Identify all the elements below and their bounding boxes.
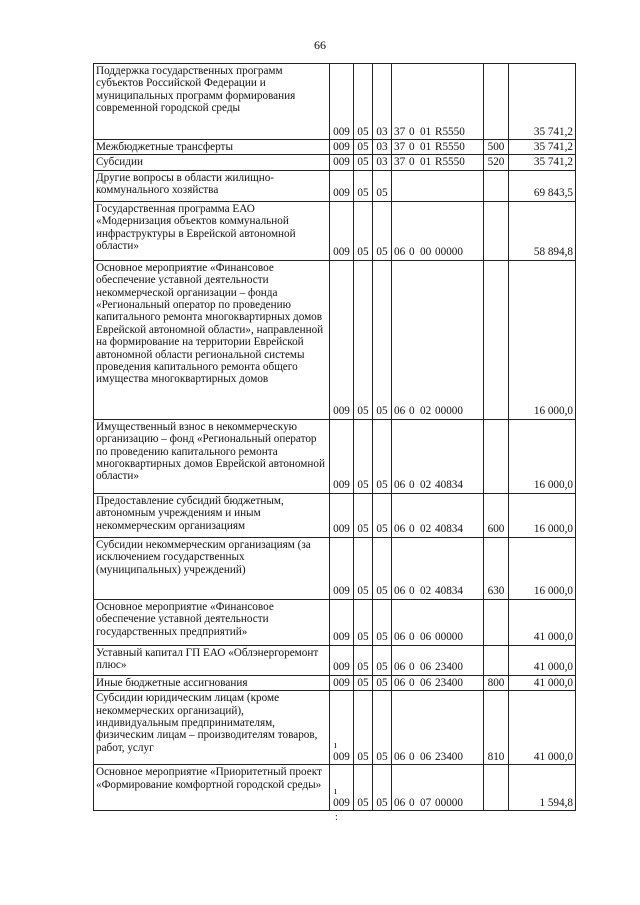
subsection-code: 05: [373, 493, 392, 537]
grbs-value: 009: [333, 246, 350, 259]
expense-type-code: [484, 645, 509, 675]
grbs-code: [330, 170, 354, 201]
target-article-part: 0: [409, 585, 415, 598]
row-name: Субсидии некоммерческим организациям (за исключением государственных (муниципальных) учреждений): [94, 537, 330, 599]
table-row: [94, 493, 576, 537]
target-article-part: R5550: [435, 156, 465, 169]
target-article-part: 0: [409, 796, 415, 809]
expense-type-code: [484, 260, 509, 419]
target-article-part: R5550: [435, 141, 465, 153]
subsection-code: 05: [373, 201, 392, 260]
expense-type-code: 810: [484, 691, 509, 765]
grbs-value: 009: [333, 631, 350, 644]
target-article-part: 0: [409, 750, 415, 763]
table-row: [94, 64, 576, 140]
table-row: [94, 537, 576, 599]
grbs-value: 009: [333, 125, 350, 138]
row-name: Государственная программа ЕАО «Модернизация объектов коммунальной инфраструктуры в Еврейской автономной области»: [94, 201, 330, 260]
target-article-part: 00000: [435, 405, 463, 418]
grbs-code: [330, 691, 354, 765]
grbs-code: [330, 419, 354, 493]
expense-type-code: [484, 64, 509, 140]
row-name: Основное мероприятие «Приоритетный проект «Формирование комфортной городской среды»: [94, 765, 330, 811]
target-article-part: 06: [420, 631, 432, 644]
grbs-code: [330, 201, 354, 260]
amount: 35 741,2: [509, 140, 576, 155]
section-code: 05: [354, 537, 373, 599]
target-article-code: [392, 170, 484, 201]
grbs-code: [330, 260, 354, 419]
target-article-part: 0: [409, 631, 415, 644]
target-article-part: 06: [394, 750, 406, 763]
target-article-part: 0: [409, 676, 415, 689]
row-name: Основное мероприятие «Финансовое обеспечение уставной деятельности некоммерческой организации – фонда «Региональный оператор по проведению капитального ремонта многоквартирных домов Еврейской автономной области», направленной на формирование на территории Еврейской автономной области региональной системы проведения капитального ремонта общего имущества многоквартирных домов: [94, 260, 330, 419]
amount: 1 594,8: [509, 765, 576, 811]
target-article-code: [392, 140, 484, 155]
target-article-part: 06: [394, 631, 406, 644]
grbs-value: 009: [333, 750, 350, 763]
grbs-code: [330, 155, 354, 170]
table-row: [94, 140, 576, 155]
expense-type-code: 500: [484, 140, 509, 155]
amount: 41 000,0: [509, 675, 576, 690]
grbs-code: [330, 493, 354, 537]
target-article-part: 40834: [435, 585, 463, 598]
target-article-part: 01: [420, 125, 432, 138]
subsection-code: 03: [373, 64, 392, 140]
target-article-part: 06: [420, 661, 432, 674]
target-article-code: [392, 765, 484, 811]
amount: 35 741,2: [509, 64, 576, 140]
table-row: [94, 765, 576, 811]
target-article-part: 06: [394, 661, 406, 674]
target-article-part: 07: [420, 796, 432, 809]
row-name: Другие вопросы в области жилищно-коммунального хозяйства: [94, 170, 330, 201]
amount: 41 000,0: [509, 645, 576, 675]
target-article-code: [392, 493, 484, 537]
expense-type-code: 520: [484, 155, 509, 170]
table-row: [94, 599, 576, 645]
section-code: 05: [354, 599, 373, 645]
row-name: Предоставление субсидий бюджетным, автономным учреждениям и иным некоммерческим организациям: [94, 493, 330, 537]
target-article-part: 0: [409, 523, 415, 536]
section-code: 05: [354, 140, 373, 155]
expense-type-code: [484, 170, 509, 201]
table-row: [94, 675, 576, 690]
grbs-code: [330, 64, 354, 140]
table-row: [94, 645, 576, 675]
target-article-part: 00000: [435, 796, 463, 809]
target-article-part: 06: [394, 796, 406, 809]
expense-type-code: 630: [484, 537, 509, 599]
subsection-code: 05: [373, 260, 392, 419]
row-name: Имущественный взнос в некоммерческую организацию – фонд «Региональный оператор по проведению капитального ремонта многоквартирных домов Еврейской автономной области»: [94, 419, 330, 493]
section-code: 05: [354, 493, 373, 537]
subsection-code: 05: [373, 170, 392, 201]
subsection-code: 05: [373, 765, 392, 811]
subsection-code: 05: [373, 419, 392, 493]
grbs-code: [330, 765, 354, 811]
target-article-part: 00000: [435, 631, 463, 644]
tick-mark: ı: [334, 785, 337, 797]
target-article-part: 06: [394, 523, 406, 536]
target-article-part: 0: [409, 479, 415, 492]
target-article-part: 37: [394, 156, 406, 169]
section-code: 05: [354, 170, 373, 201]
expense-type-code: [484, 765, 509, 811]
grbs-value: 009: [333, 479, 350, 492]
expense-type-code: 800: [484, 675, 509, 690]
target-article-part: 06: [420, 676, 432, 689]
expense-type-code: 600: [484, 493, 509, 537]
target-article-part: 06: [394, 246, 406, 259]
expense-type-code: [484, 599, 509, 645]
amount: 41 000,0: [509, 599, 576, 645]
row-name: Субсидии юридическим лицам (кроме некоммерческих организаций), индивидуальным предпринимателям, физическим лицам – производителям товаров, работ, услуг: [94, 691, 330, 765]
grbs-value: 009: [333, 585, 350, 598]
target-article-part: 37: [394, 141, 406, 153]
subsection-code: 05: [373, 645, 392, 675]
tick-mark: ı: [334, 739, 337, 751]
amount: 16 000,0: [509, 419, 576, 493]
target-article-part: 23400: [435, 750, 463, 763]
target-article-part: 40834: [435, 523, 463, 536]
subsection-code: 03: [373, 140, 392, 155]
target-article-code: [392, 645, 484, 675]
target-article-code: [392, 599, 484, 645]
grbs-value: 009: [333, 661, 350, 674]
target-article-part: 37: [394, 125, 406, 138]
subsection-code: 05: [373, 537, 392, 599]
target-article-part: 0: [409, 661, 415, 674]
budget-table: [93, 63, 576, 811]
target-article-part: 06: [394, 479, 406, 492]
section-code: 05: [354, 155, 373, 170]
amount: 35 741,2: [509, 155, 576, 170]
grbs-value: 009: [333, 796, 350, 809]
continuation-marks: :: [335, 812, 338, 823]
table-row: [94, 419, 576, 493]
amount: 41 000,0: [509, 691, 576, 765]
row-name: Основное мероприятие «Финансовое обеспечение уставной деятельности государственных предприятий»: [94, 599, 330, 645]
target-article-part: 01: [420, 141, 432, 153]
grbs-code: [330, 645, 354, 675]
target-article-part: R5550: [435, 125, 465, 138]
grbs-code: [330, 599, 354, 645]
page-number: 66: [314, 38, 326, 52]
target-article-code: [392, 155, 484, 170]
target-article-code: [392, 260, 484, 419]
subsection-code: 03: [373, 155, 392, 170]
row-name: Субсидии: [94, 155, 330, 170]
amount: 58 894,8: [509, 201, 576, 260]
amount: 16 000,0: [509, 260, 576, 419]
section-code: 05: [354, 765, 373, 811]
row-name: Поддержка государственных программ субъектов Российской Федерации и муниципальных программ формирования современной городской среды: [94, 64, 330, 140]
target-article-part: 0: [409, 246, 415, 259]
target-article-code: [392, 675, 484, 690]
section-code: 05: [354, 419, 373, 493]
table-row: [94, 155, 576, 170]
table-row: [94, 691, 576, 765]
grbs-value: 009: [333, 156, 350, 169]
section-code: 05: [354, 691, 373, 765]
target-article-code: [392, 64, 484, 140]
target-article-part: 01: [420, 156, 432, 169]
table-row: [94, 170, 576, 201]
subsection-code: 05: [373, 675, 392, 690]
row-name: Межбюджетные трансферты: [94, 140, 330, 155]
target-article-part: 06: [420, 750, 432, 763]
target-article-code: [392, 537, 484, 599]
expense-type-code: [484, 419, 509, 493]
target-article-part: 06: [394, 585, 406, 598]
target-article-part: 23400: [435, 676, 463, 689]
target-article-part: 00: [420, 246, 432, 259]
grbs-code: [330, 675, 354, 690]
target-article-part: 00000: [435, 246, 463, 259]
target-article-part: 02: [420, 523, 432, 536]
table-row: [94, 201, 576, 260]
table-row: [94, 260, 576, 419]
row-name: Уставный капитал ГП ЕАО «Облэнергоремонт плюс»: [94, 645, 330, 675]
target-article-part: 06: [394, 405, 406, 418]
target-article-code: [392, 201, 484, 260]
section-code: 05: [354, 64, 373, 140]
section-code: 05: [354, 260, 373, 419]
grbs-code: [330, 140, 354, 155]
target-article-code: [392, 419, 484, 493]
grbs-value: 009: [333, 676, 350, 689]
section-code: 05: [354, 201, 373, 260]
row-name: Иные бюджетные ассигнования: [94, 675, 330, 690]
target-article-code: [392, 691, 484, 765]
subsection-code: 05: [373, 599, 392, 645]
target-article-part: 0: [409, 405, 415, 418]
grbs-value: 009: [333, 405, 350, 418]
grbs-value: 009: [333, 187, 350, 200]
section-code: 05: [354, 645, 373, 675]
subsection-code: 05: [373, 691, 392, 765]
target-article-part: 23400: [435, 661, 463, 674]
target-article-part: 06: [394, 676, 406, 689]
amount: 16 000,0: [509, 537, 576, 599]
expense-type-code: [484, 201, 509, 260]
section-code: 05: [354, 675, 373, 690]
grbs-value: 009: [333, 523, 350, 536]
amount: 16 000,0: [509, 493, 576, 537]
amount: 69 843,5: [509, 170, 576, 201]
target-article-part: 02: [420, 585, 432, 598]
grbs-value: 009: [333, 141, 350, 153]
target-article-part: 0: [409, 125, 415, 138]
target-article-part: 0: [409, 141, 415, 153]
target-article-part: 02: [420, 405, 432, 418]
target-article-part: 0: [409, 156, 415, 169]
target-article-part: 40834: [435, 479, 463, 492]
target-article-part: 02: [420, 479, 432, 492]
grbs-code: [330, 537, 354, 599]
